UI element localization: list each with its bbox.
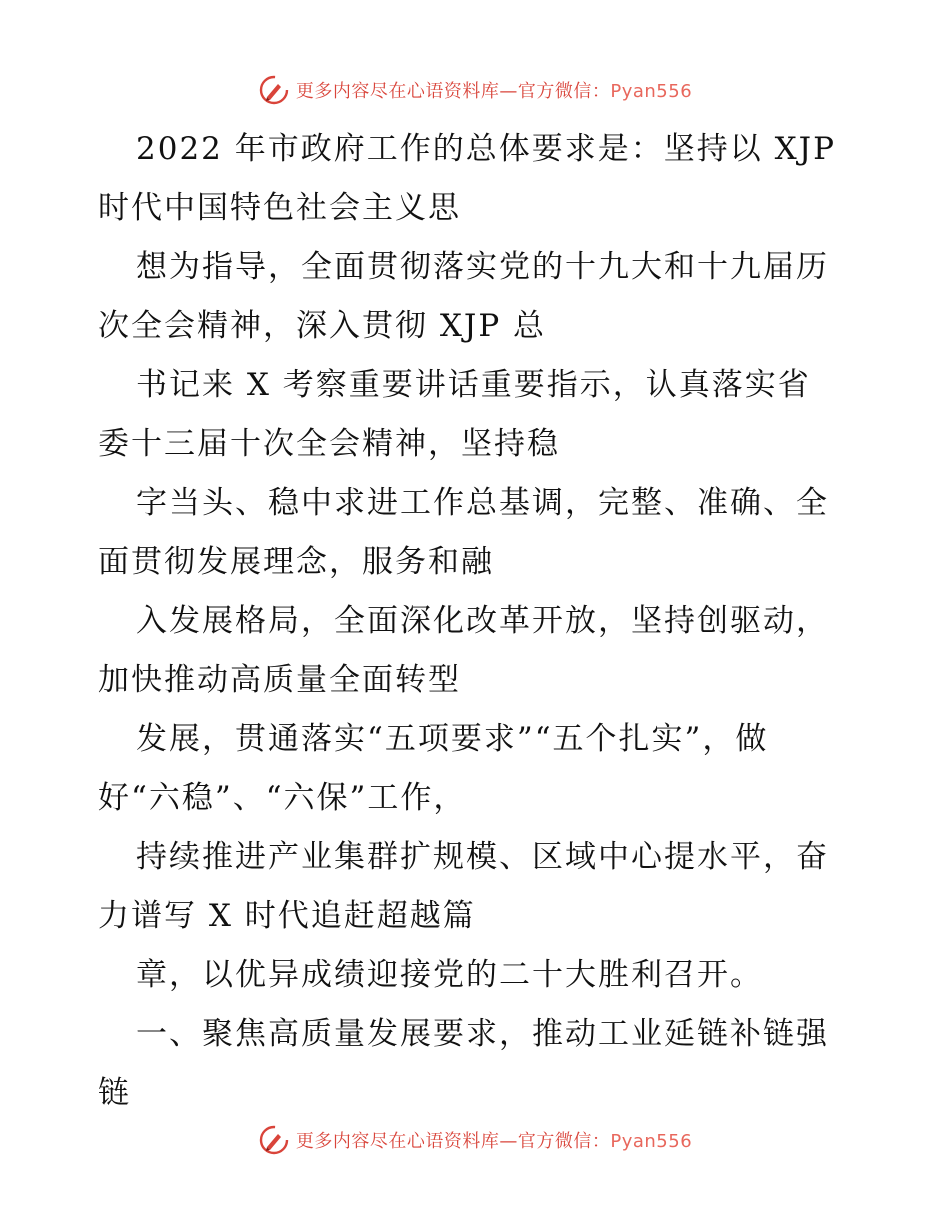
watermark-header <box>0 70 950 110</box>
watermark-footer <box>0 1120 950 1160</box>
text-line: 发展，贯通落实“五项要求”“五个扎实”，做 <box>136 721 769 757</box>
document-body <box>98 120 858 1123</box>
text-line: 持续推进产业集群扩规模、区域中心提水平，奋 <box>136 839 829 875</box>
text-line: 面贯彻发展理念，服务和融 <box>98 544 494 580</box>
text-line: 委十三届十次全会精神，坚持稳 <box>98 426 560 462</box>
text-line: 链 <box>98 1075 131 1111</box>
text-line: 想为指导，全面贯彻落实党的十九大和十九届历 <box>136 249 829 285</box>
text-line: 次全会精神，深入贯彻 XJP 总 <box>98 308 547 344</box>
text-line: 加快推动高质量全面转型 <box>98 662 461 698</box>
pen-logo-icon <box>258 74 290 106</box>
pen-logo-icon <box>258 1124 290 1156</box>
text-line: 章，以优异成绩迎接党的二十大胜利召开。 <box>136 957 763 993</box>
text-line: 书记来 X 考察重要讲话重要指示，认真落实省 <box>136 367 811 403</box>
text-line: 入发展格局，全面深化改革开放，坚持创驱动， <box>136 603 829 639</box>
text-line: 力谱写 X 时代追赶超越篇 <box>98 898 476 934</box>
text-line: 字当头、稳中求进工作总基调，完整、准确、全 <box>136 485 829 521</box>
text-line: 好“六稳”、“六保”工作， <box>98 780 467 816</box>
watermark-text: 更多内容尽在心语资料库—官方微信：Pyan556 <box>295 81 693 102</box>
text-line: 2022 年市政府工作的总体要求是：坚持以 XJP <box>136 131 836 167</box>
text-line: 时代中国特色社会主义思 <box>98 190 461 226</box>
watermark-text: 更多内容尽在心语资料库—官方微信：Pyan556 <box>295 1131 693 1152</box>
text-line: 一、聚焦高质量发展要求，推动工业延链补链强 <box>136 1016 829 1052</box>
